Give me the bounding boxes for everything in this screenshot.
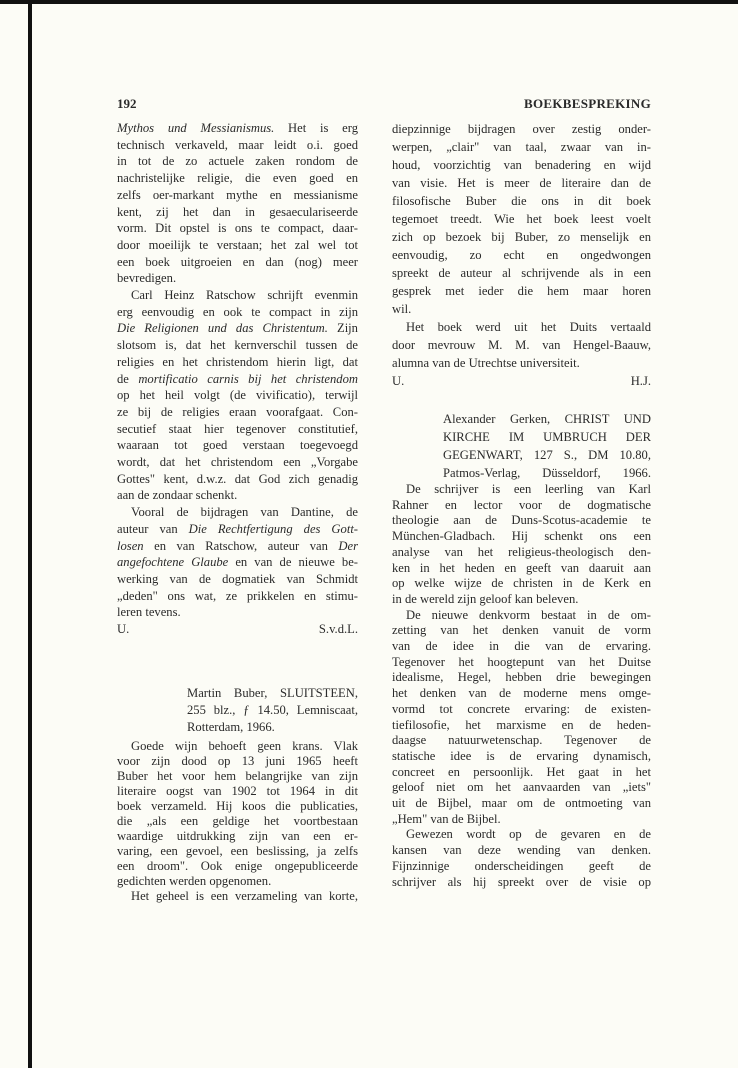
text-line: „Hem" van de Bijbel. — [392, 811, 501, 826]
text-line: eenvoudig, zo echt en ongedwongen — [392, 248, 651, 262]
text-line: op welke wijze de christen in de Kerk en — [392, 576, 651, 591]
signature-line — [392, 372, 651, 390]
text-line: Carl Heinz Ratschow schrijft evenmin — [131, 288, 358, 303]
text-line: GEGENWART, 127 S., DM 10.80, — [443, 448, 651, 462]
signature-place: U. — [117, 622, 130, 637]
text-line: Martin Buber, SLUITSTEEN, — [187, 686, 358, 700]
text-line: technisch verkaveld, maar leidt o.i. goed — [117, 137, 358, 152]
text-line: in tot de zo actuele zaken rondom de — [117, 154, 358, 169]
text-line: door moeilijk te verstaan; het zal wel tot — [117, 237, 358, 252]
text-line: varing, een gevoel, een beslissing, ja zelfs — [117, 844, 358, 858]
signature-line — [117, 621, 358, 638]
text-line: De nieuwe denkvorm bestaat in de om- — [406, 607, 651, 622]
text-line: gedichten werden opgenomen. — [117, 874, 272, 888]
italic-title: Mythos und Messianismus. — [117, 121, 275, 135]
text-line: spreekt de auteur al schrijvende als in een — [392, 266, 651, 280]
text-line: literaire oogst van 1902 tot 1964 in dit — [117, 784, 358, 798]
text-line: statische idee is de ervaring dynamisch, — [392, 748, 651, 763]
text-line: filosofische Buber die ons in dit boek — [392, 194, 651, 208]
italic-title: Der — [338, 538, 358, 553]
text-line: idealisme, Hegel, hebben drie bewegingen — [392, 670, 651, 685]
text-line: boek verzameld. Hij koos die publicaties, — [117, 799, 358, 813]
text-line: secutief staat hier tegenover constitutief, — [117, 421, 358, 436]
text-line: analyse van het religieus-theologisch den- — [392, 544, 651, 559]
text-line: kansen van deze wending van denken. — [392, 843, 651, 858]
text-line: leren tevens. — [117, 605, 181, 620]
text-line: van de idee in die van de ervaring. — [392, 639, 651, 654]
text-line: die „als een geldige het voortbestaan — [117, 814, 358, 828]
text-line: op het heil volgt (de vivificatio), terwijl — [117, 388, 358, 403]
text-line: door mevrouw M. M. van Hengel-Baauw, — [392, 338, 651, 352]
text-line: schrijver als hij spreekt over de visie op — [392, 874, 651, 889]
text-line: aan de zondaar schenkt. — [117, 488, 238, 503]
text-line: een boek uitgroeien en dan (nog) meer — [117, 254, 358, 269]
scan-border-top — [0, 0, 738, 4]
review-buber-text-continued — [392, 120, 651, 390]
text-line: in de wereld zijn geloof kan beleven. — [392, 591, 579, 606]
text-line: Gottes" kent, d.w.z. dat God zich genadig — [117, 471, 358, 486]
text-line: erg eenvoudig en ook te compact in zijn — [117, 304, 358, 319]
page-number: 192 — [117, 96, 137, 111]
review-gerken-text — [392, 482, 651, 890]
text-line: angefochtene Glaube en van de nieuwe be- — [117, 555, 358, 570]
text-line: vormd tot concrete ervaring: de existen- — [392, 701, 651, 716]
text-line: Buber het voor hem belangrijke van zijn — [117, 769, 358, 783]
review-buber-text — [117, 739, 358, 904]
text-line: een droom". Ook enige ongepubliceerde — [117, 859, 358, 873]
text-line: kent, zij het dan in gesaeculariseerde — [117, 204, 358, 219]
text-line: Tegenover het hoogtepunt van het Duitse — [392, 654, 651, 669]
italic-title: mortificatio carnis bij het christendom — [138, 371, 358, 386]
text-line: Alexander Gerken, CHRIST UND — [443, 412, 651, 426]
italic-title: losen — [117, 538, 144, 553]
text-line: Vooral de bijdragen van Dantine, de — [131, 505, 358, 520]
signature-initials: H.J. — [630, 374, 651, 388]
text-line: concreet en persoonlijk. Het gaat in het — [392, 764, 651, 779]
text-line: het denken van de moderne mens omge- — [392, 686, 651, 701]
text-line: van visie. Het is meer de literaire dan de — [392, 176, 651, 190]
text-line: diepzinnige bijdragen over zestig onder- — [392, 122, 651, 136]
text-line: voor zijn dood op 13 juni 1965 heeft — [117, 754, 358, 768]
text-line: München-Gladbach. Hij schenkt ons een — [392, 529, 651, 544]
text-line: theologie aan de Duns-Scotus-academie te — [392, 513, 651, 528]
text-line: waardige uitdrukking zijn van een er- — [117, 829, 358, 843]
text-line: Het boek werd uit het Duits vertaald — [406, 320, 651, 334]
text-line: werpen, „clair" van taal, zwaar van in- — [392, 140, 651, 154]
signature-place: U. — [392, 374, 405, 388]
text-line: werking van de dogmatiek van Schmidt — [117, 571, 358, 586]
text-line: religies en het christendom hierin ligt, dat — [117, 354, 358, 369]
text-line: Rotterdam, 1966. — [187, 720, 275, 734]
italic-title: Die Religionen und das Christentum. — [117, 321, 328, 336]
text-line: Patmos-Verlag, Düsseldorf, 1966. — [443, 466, 651, 480]
text-line: zelfs oer-markant mythe en messianisme — [117, 187, 358, 202]
text-line: losen en van Ratschow, auteur van Der — [117, 538, 358, 553]
text-line: auteur van Die Rechtfertigung des Gott- — [117, 521, 359, 536]
text-line: Mythos und Messianismus. Het is erg — [117, 121, 358, 135]
text-line: tegemoet treedt. Wie het boek leest voelt — [392, 212, 651, 226]
text-line: vorm. Dit opstel is ons te compact, daar- — [117, 221, 358, 236]
text-line: geloof niet om het aanvaarden van „iets" — [392, 780, 651, 795]
text-line: wordt, dat het christendom een „Vorgabe — [117, 455, 358, 470]
review-gerken-citation — [443, 410, 651, 482]
text-line: houd, voorzichtig van benadering en wijd — [392, 158, 651, 172]
text-line: De schrijver is een leerling van Karl — [406, 482, 651, 496]
text-line: wil. — [392, 302, 412, 316]
text-line: alumna van de Utrechtse universiteit. — [392, 356, 580, 370]
text-line: uit de Bijbel, maar om de ontmoeting van — [392, 796, 651, 811]
text-line: zetting van het denken vanuit de vorm — [392, 623, 651, 638]
text-line: Gewezen wordt op de gevaren en de — [406, 827, 651, 842]
text-line: Het geheel is een verzameling van korte, — [131, 889, 358, 903]
text-line: waaraan tot goed verstaan toegevoegd — [117, 438, 358, 453]
text-line: 255 blz., ƒ 14.50, Lemniscaat, — [187, 703, 358, 717]
scan-border-left — [28, 0, 32, 1068]
text-line: bevredigen. — [117, 271, 177, 286]
text-line: gesprek met ieder die hem maar horen — [392, 284, 651, 298]
text-line: „deden" ons wat, ze prikkelen en stimu- — [117, 588, 358, 603]
text-line: ze bij de religies eraan voorafgaat. Con- — [117, 404, 358, 419]
review-buber-citation — [187, 685, 358, 736]
signature-initials: S.v.d.L. — [318, 622, 358, 637]
italic-title: Die Rechtfertigung des Gott- — [188, 521, 359, 536]
text-line: Fijnzinnige onderscheidingen geeft de — [392, 858, 651, 873]
italic-title: angefochtene Glaube — [117, 555, 229, 570]
review-ratschow-text — [117, 120, 358, 638]
text-line: Rahner en lector voor de dogmatische — [392, 497, 651, 512]
running-title: BOEKBESPREKING — [523, 96, 651, 111]
text-line: ken in het heden en geeft van daaruit aan — [392, 560, 651, 575]
text-line: zich op bezoek bij Buber, zo menselijk en — [392, 230, 651, 244]
text-line: de mortificatio carnis bij het christendom — [117, 371, 358, 386]
text-line: Die Religionen und das Christentum. Zijn — [117, 321, 358, 336]
text-line: slotsom is, dat het kernverschil tussen de — [117, 338, 358, 353]
text-line: KIRCHE IM UMBRUCH DER — [443, 430, 651, 444]
text-line: Goede wijn behoeft geen krans. Vlak — [131, 739, 358, 753]
text-line: nachristelijke religie, die even goed en — [117, 171, 358, 186]
text-line: daagse natuurwetenschap. Tegenover de — [392, 733, 651, 748]
text-line: tiefilosofie, het marxisme en de heden- — [392, 717, 651, 732]
